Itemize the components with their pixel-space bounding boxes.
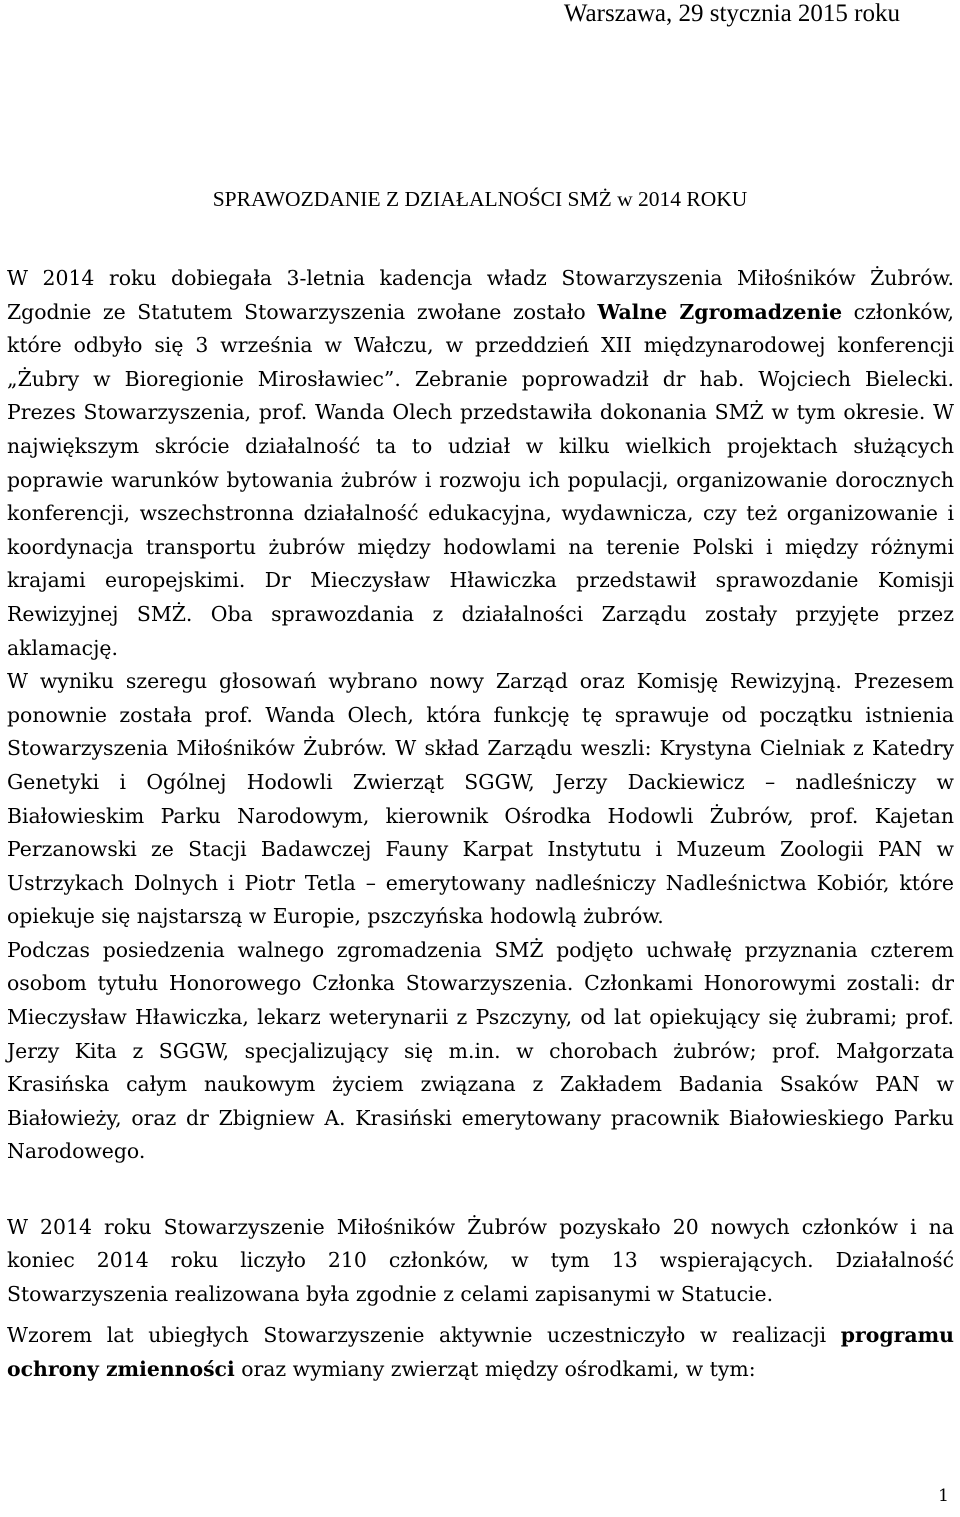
document-title: SPRAWOZDANIE Z DZIAŁALNOŚCI SMŻ w 2014 ROKU [212, 187, 748, 211]
bold-term-general-assembly: Walne Zgromadzenie [597, 299, 843, 324]
bold-term-conservation-program: programu ochrony zmienności [7, 1323, 954, 1381]
paragraph-text: W 2014 roku dobiegała 3-letnia kadencja władz Stowarzyszenia Miłośników Żubrów. Zgodnie ze Statutem Stowarzyszenia zwołane zostało [7, 266, 954, 324]
paragraph-spacer [7, 1203, 954, 1211]
page-number: 1 [938, 1486, 949, 1506]
paragraph-spacer [7, 1169, 954, 1203]
paragraph-honorary-members: Podczas posiedzenia walnego zgromadzenia SMŻ podjęto uchwałę przyznania czterem osobom tytułu Honorowego Członka Stowarzyszenia. Członkami Honorowymi zostali: dr Mieczysław Hławiczka, lekarz weterynarii z Pszczyny, od lat opiekujący się żubrami; prof. Jerzy Kita z SGGW, specjalizujący się m.in. w chorobach żubrów; prof. Małgorzata Krasińska całym naukowym życiem związana z Zakładem Badania Ssaków PAN w Białowieży, oraz dr Zbigniew A. Krasiński emerytowany pracownik Białowieskiego Parku Narodowego. [7, 937, 954, 1164]
paragraph-text: Wzorem lat ubiegłych Stowarzyszenie aktywnie uczestniczyło w realizacji [7, 1323, 841, 1348]
paragraph-text: oraz wymiany zwierząt między ośrodkami, w tym: [234, 1357, 756, 1381]
paragraph-board-election: W wyniku szeregu głosowań wybrano nowy Zarząd oraz Komisję Rewizyjną. Prezesem ponownie została prof. Wanda Olech, która funkcję tę sprawuje od początku istnienia Stowarzyszenia Miłośników Żubrów. W skład Zarządu weszli: Krystyna Cielniak z Katedry Genetyki i Ogólnej Hodowli Zwierząt SGGW, Jerzy Dackiewicz – nadleśniczy w Białowieskim Parku Narodowym, kierownik Ośrodka Hodowli Żubrów, prof. Kajetan Perzanowski ze Stacji Badawczej Fauny Karpat Instytutu i Muzeum Zoologii PAN w Ustrzykach Dolnych i Piotr Tetla – emerytowany nadleśniczy Nadleśnictwa Kobiór, które opiekuje się najstarszą w Europie, pszczyńska hodowlą żubrów. [7, 669, 954, 929]
paragraph-spacer [7, 1311, 954, 1319]
paragraph-general-assembly [7, 262, 954, 665]
document-date: Warszawa, 29 stycznia 2015 roku [563, 0, 900, 27]
paragraph-membership: W 2014 roku Stowarzyszenie Miłośników Żubrów pozyskało 20 nowych członków i na koniec 2014 roku liczyło 210 członków, w tym 13 wspierających. Działalność Stowarzyszenia realizowana była zgodnie z celami zapisanymi w Statucie. [7, 1214, 954, 1306]
paragraph-conservation-program [7, 1319, 954, 1386]
document-body [7, 262, 954, 1387]
paragraph-text: członków, które odbyło się 3 września w Wałczu, w przeddzień XII międzynarodowej konferencji „Żubry w Bioregionie Mirosławiec”. Zebranie poprowadził dr hab. Wojciech Bielecki. Prezes Stowarzyszenia, prof. Wanda Olech przedstawiła dokonania SMŻ w tym okresie. W największym skrócie działalność ta to udział w kilku wielkich projektach służących poprawie warunków bytowania żubrów i rozwoju ich populacji, organizowanie dorocznych konferencji, wszechstronna działalność edukacyjna, wydawnicza, czy też organizowanie i koordynacja transportu żubrów między hodowlami na terenie Polski i między różnymi krajami europejskimi. Dr Mieczysław Hławiczka przedstawił sprawozdanie Komisji Rewizyjnej SMŻ. Oba sprawozdania z działalności Zarządu zostały przyjęte przez aklamację. [7, 299, 955, 660]
